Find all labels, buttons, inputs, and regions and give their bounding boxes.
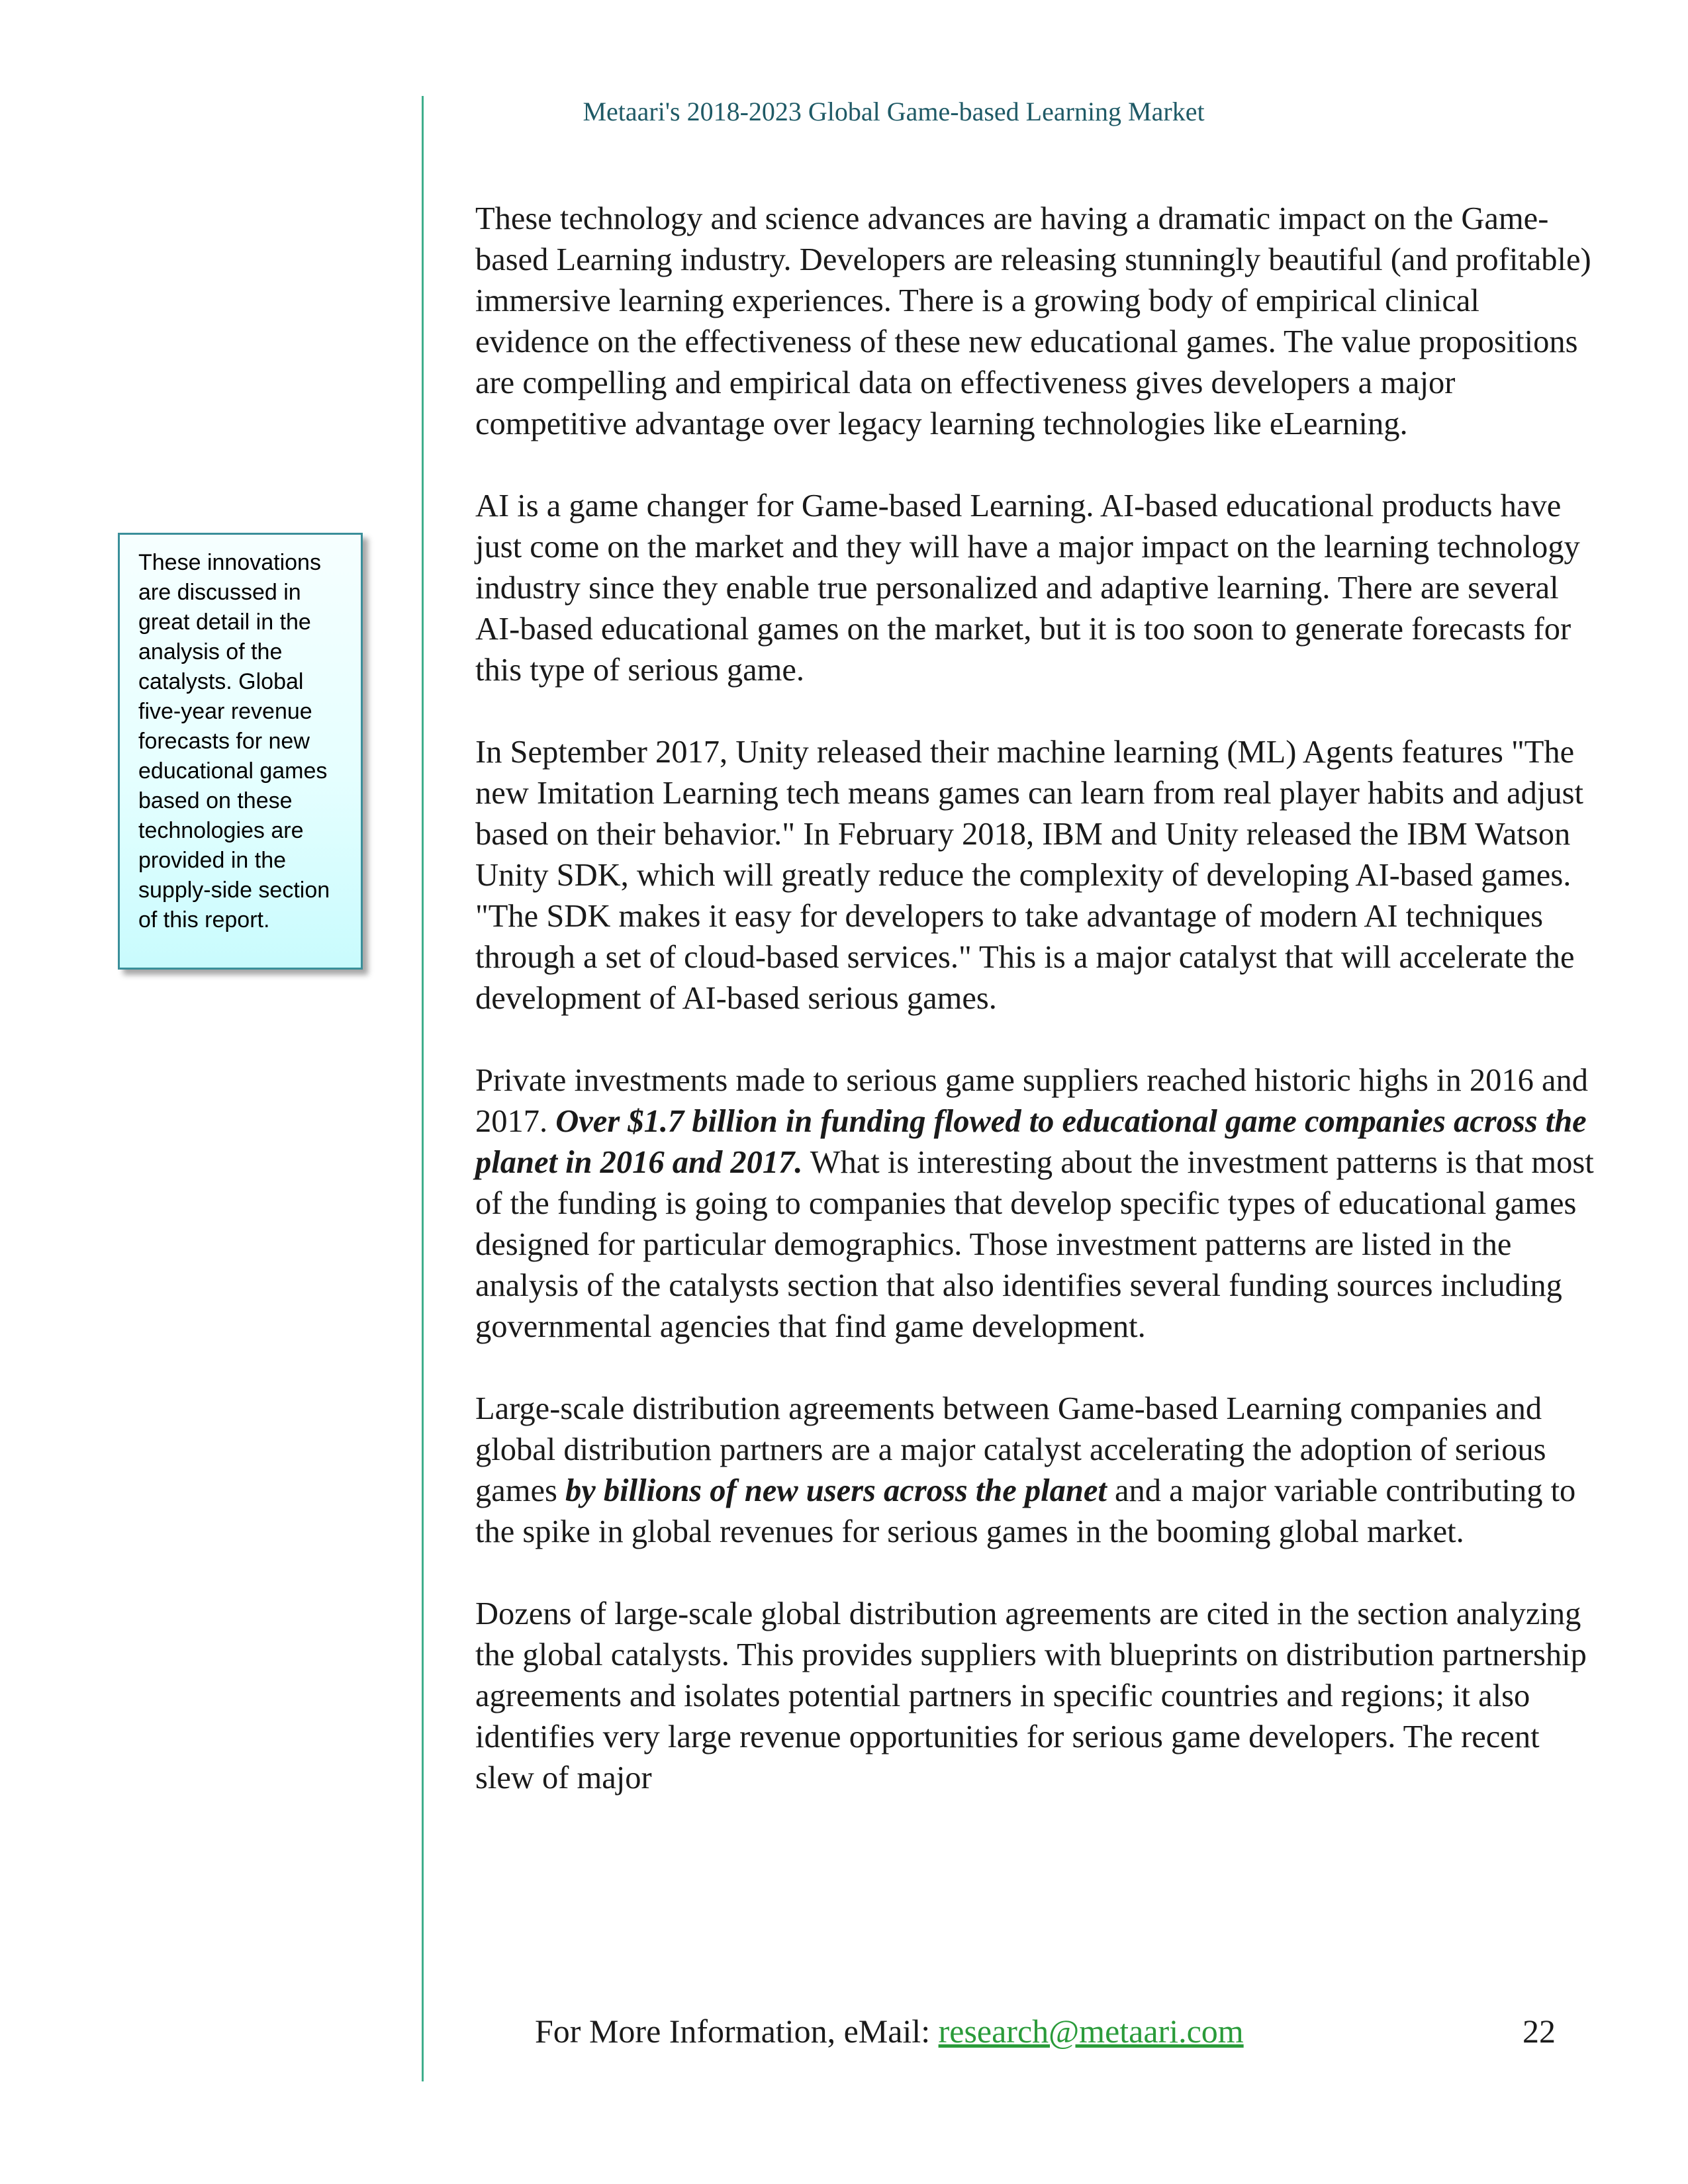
paragraph-4-start: Private investments made to serious game suppliers reached historic highs in 2016 and 2017. — [475, 1063, 1588, 1139]
paragraph-4 — [475, 1060, 1594, 1347]
footer-label: For More Information, eMail: — [535, 2013, 939, 2050]
paragraph-2: AI is a game changer for Game-based Learning. AI-based educational products have just come on the market and they will have a major impact on the learning technology industry since they enable true personalized and adaptive learning. There are several AI-based educational games on the market, but it is too soon to generate forecasts for this type of serious game. — [475, 488, 1580, 688]
paragraph-5-start: Large-scale distribution agreements between Game-based Learning companies and global distribution partners are a major catalyst accelerating the adoption of serious games — [475, 1391, 1546, 1508]
sidebar-callout-text: These innovations are discussed in great detail in the analysis of the catalysts. Global five-year revenue forecasts for new educational games based on these technologies are provided in the supply-side section of this report. — [138, 550, 330, 933]
paragraph-4-emphasis: Over $1.7 billion in funding flowed to educational game companies across the planet in 2016 and 2017. — [475, 1104, 1587, 1180]
paragraph-3: In September 2017, Unity released their machine learning (ML) Agents features "The new Imitation Learning tech means games can learn from real player habits and adjust based on their behavior." In February 2018, IBM and Unity released the IBM Watson Unity SDK, which will greatly reduce the complexity of developing AI-based games. "The SDK makes it easy for developers to take advantage of modern AI techniques through a set of cloud-based services." This is a major catalyst that will accelerate the development of AI-based serious games. — [475, 735, 1583, 1016]
body-text — [475, 199, 1594, 1840]
footer-email-link[interactable]: research@metaari.com — [938, 2013, 1244, 2050]
sidebar-callout-box — [118, 533, 363, 970]
footer-contact — [535, 2012, 1244, 2050]
vertical-divider — [422, 96, 424, 2081]
paragraph-5 — [475, 1388, 1594, 1553]
paragraph-1: These technology and science advances are having a dramatic impact on the Game-based Learning industry. Developers are releasing stunningly beautiful (and profitable) immersive learning experiences. There is a growing body of empirical clinical evidence on the effectiveness of these new educational games. The value propositions are compelling and empirical data on effectiveness gives developers a major competitive advantage over legacy learning technologies like eLearning. — [475, 201, 1591, 441]
page-number: 22 — [1523, 2013, 1556, 2050]
paragraph-4-end: What is interesting about the investment patterns is that most of the funding is going to companies that develop specific types of educational games designed for particular demographics. Those investment patterns are listed in the analysis of the catalysts section that also identifies several funding sources including governmental agencies that find game development. — [475, 1145, 1594, 1344]
page-header-title: Metaari's 2018-2023 Global Game-based Learning Market — [583, 97, 1205, 126]
paragraph-5-emphasis: by billions of new users across the planet — [565, 1473, 1107, 1508]
paragraph-5-end: and a major variable contributing to the spike in global revenues for serious games in the booming global market. — [475, 1473, 1576, 1549]
paragraph-6: Dozens of large-scale global distribution agreements are cited in the section analyzing the global catalysts. This provides suppliers with blueprints on distribution partnership agreements and isolates potential partners in specific countries and regions; it also identifies very large revenue opportunities for serious game developers. The recent slew of major — [475, 1596, 1587, 1796]
